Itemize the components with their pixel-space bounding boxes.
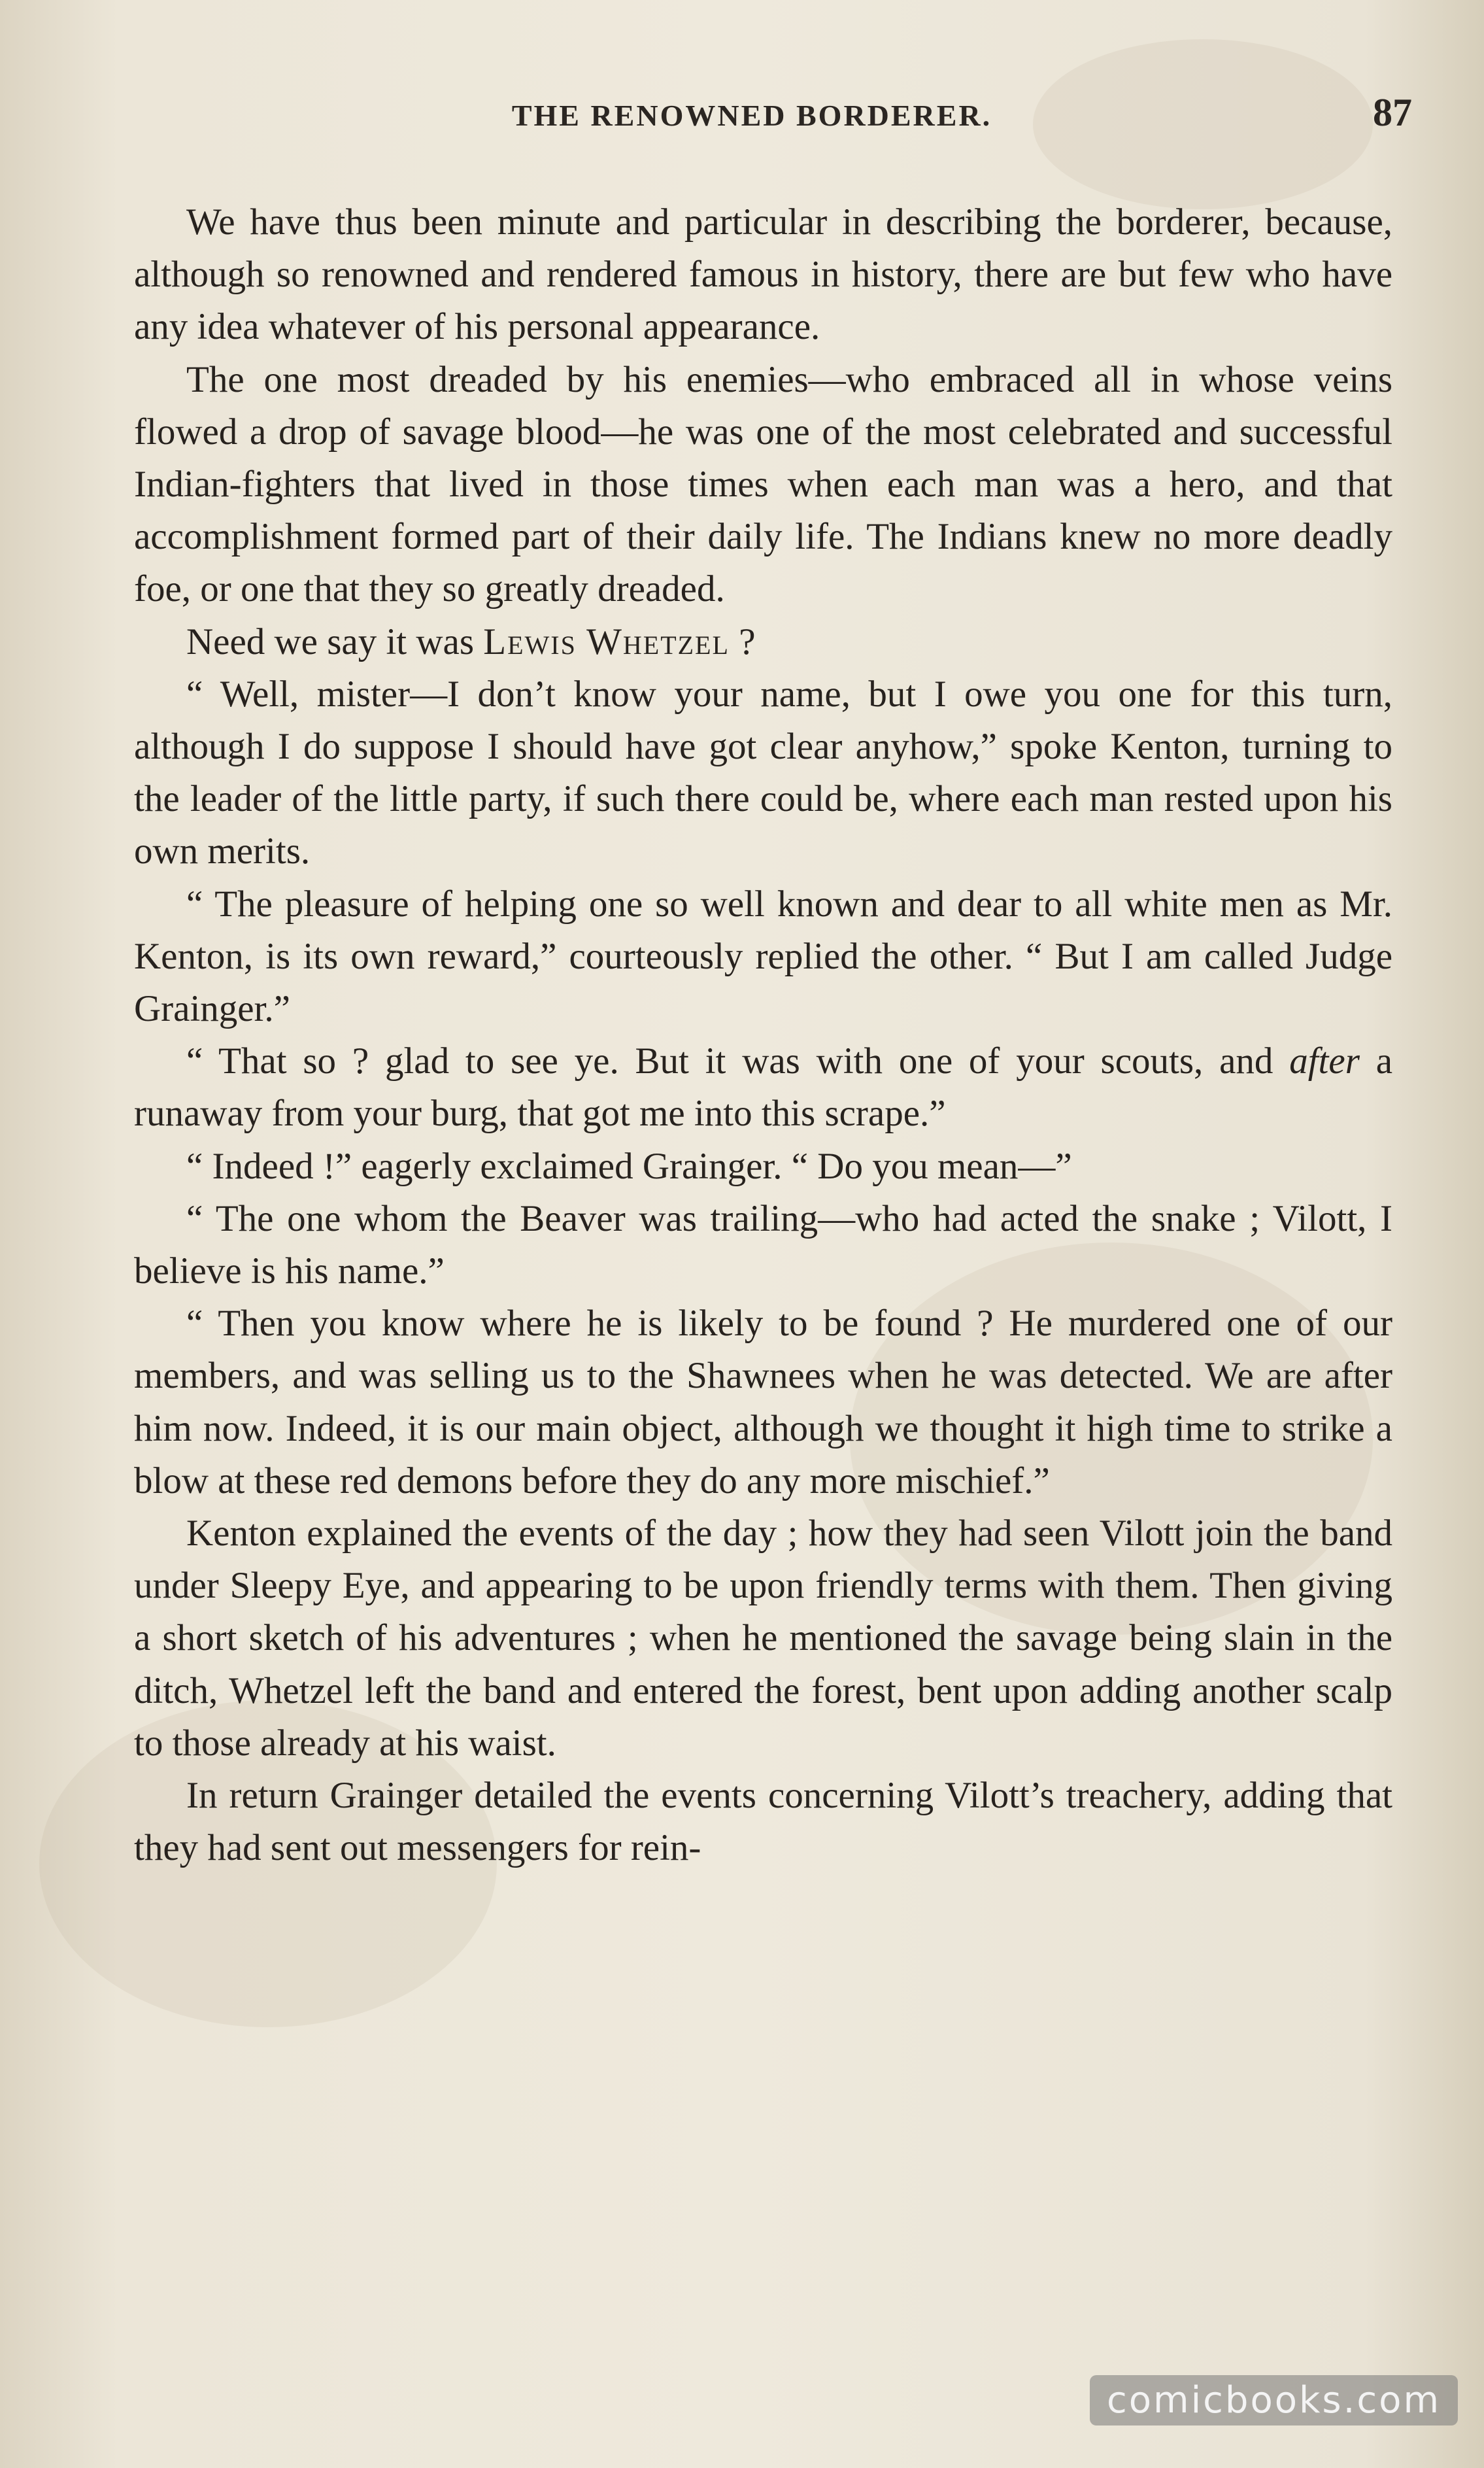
paragraph: Kenton explained the events of the day ; how they had seen Vilott join the band under Sleepy Eye, and appearing to be upon friendly terms with them. Then giving a short sketch of his adventures ; when he mentioned the savage being slain in the ditch, Whetzel left the band and entered the forest, bent upon adding another scalp to those already at his waist.	[134, 1513, 1392, 1764]
page-number: 87	[1373, 91, 1412, 134]
text-run: “ That so ? glad to see ye. But it was with one of your scouts, and	[186, 1040, 1290, 1082]
paragraph: “ The pleasure of helping one so well known and dear to all white men as Mr. Kenton, is its own reward,” courteously replied the other. “ But I am called Judge Grainger.”	[134, 883, 1392, 1030]
paragraph: The one most dreaded by his enemies—who embraced all in whose veins flowed a drop of savage blood—he was one of the most celebrated and successful Indian-fighters that lived in those times when each man was a hero, and that accomplishment formed part of their daily life. The Indians knew no more deadly foe, or one that they so greatly dreaded.	[134, 358, 1392, 610]
italic-word: after	[1289, 1040, 1360, 1082]
text-run: a runaway from your burg, that got me into this scrape.”	[134, 1040, 1392, 1135]
site-watermark: comicbooks.com	[1090, 2375, 1458, 2425]
paragraph: “ Then you know where he is likely to be found ? He murdered one of our members, and was selling us to the Shawnees when he was detected. We are after him now. Indeed, it is our main object, although we thought it high time to strike a blow at these red demons before they do any more mischief.”	[134, 1303, 1392, 1501]
body-text	[134, 196, 1392, 1875]
paragraph: “ Well, mister—I don’t know your name, but I owe you one for this turn, although I do suppose I should have got clear anyhow,” spoke Kenton, turning to the leader of the little party, if such there could be, where each man rested upon his own merits.	[134, 673, 1392, 872]
text-run: ?	[729, 621, 756, 662]
running-title: THE RENOWNED BORDERER.	[511, 99, 992, 132]
paragraph: In return Grainger detailed the events concerning Vilott’s treachery, adding that they had sent out messengers for rein-	[134, 1775, 1392, 1869]
paragraph: “ The one whom the Beaver was trailing—who had acted the snake ; Vilott, I believe is his name.”	[134, 1197, 1392, 1292]
person-name: Lewis Whetzel	[483, 621, 730, 662]
text-run: Need we say it was	[186, 621, 484, 662]
paragraph	[134, 1035, 1392, 1140]
paragraph: We have thus been minute and particular in describing the borderer, because, although so renowned and rendered famous in history, there are but few who have any idea whatever of his personal appearance.	[134, 201, 1392, 348]
paragraph: “ Indeed !” eagerly exclaimed Grainger. “ Do you mean—”	[186, 1145, 1072, 1187]
paragraph	[134, 616, 1392, 668]
